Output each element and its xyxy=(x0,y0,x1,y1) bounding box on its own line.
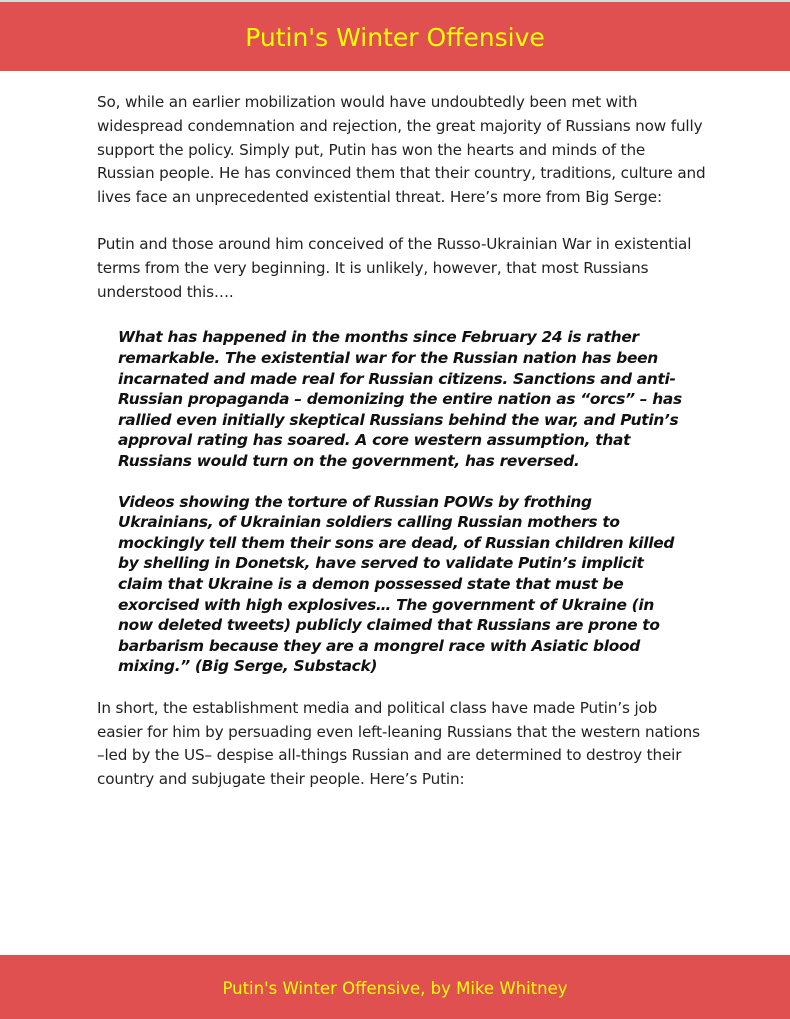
footer-title: Putin's Winter Offensive, by Mike Whitney xyxy=(222,978,568,998)
page-header xyxy=(0,2,790,71)
quote-paragraph: What has happened in the months since February 24 is rather remarkable. The existential war for the Russian nation has been incarnated and made real for Russian citizens. Sanctions and anti-Russian propaganda – demonizing the entire nation as “orcs” – has rallied even initially skeptical Russians behind the war, and Putin’s approval rating has soared. A core western assumption, that Russians would turn on the government, has reversed. xyxy=(118,328,682,470)
page-footer xyxy=(0,955,790,1019)
article-paragraph: So, while an earlier mobilization would have undoubtedly been met with widespread condemnation and rejection, the great majority of Russians now fully support the policy. Simply put, Putin has won the hearts and minds of the Russian people. He has convinced them that their country, traditions, culture and lives face an unprecedented existential threat. Here’s more from Big Serge: xyxy=(97,93,706,207)
block-quote xyxy=(118,327,688,677)
quote-paragraph: Videos showing the torture of Russian POWs by frothing Ukrainians, of Ukrainian soldiers calling Russian mothers to mockingly tell them their sons are dead, of Russian children killed by shelling in Donetsk, have served to validate Putin’s implicit claim that Ukraine is a demon possessed state that must be exorcised with high explosives… The government of Ukraine (in now deleted tweets) publicly claimed that Russians are prone to barbarism because they are a mongrel race with Asiatic blood mixing.” (Big Serge, Substack) xyxy=(118,492,675,676)
article-body xyxy=(97,91,707,815)
article-paragraph: In short, the establishment media and political class have made Putin’s job easier for him by persuading even left-leaning Russians that the western nations –led by the US– despise all-things Russian and are determined to destroy their country and subjugate their people. Here’s Putin: xyxy=(97,698,700,789)
article-paragraph: Putin and those around him conceived of the Russo-Ukrainian War in existential terms from the very beginning. It is unlikely, however, that most Russians understood this…. xyxy=(97,234,692,301)
page-title: Putin's Winter Offensive xyxy=(245,23,545,52)
